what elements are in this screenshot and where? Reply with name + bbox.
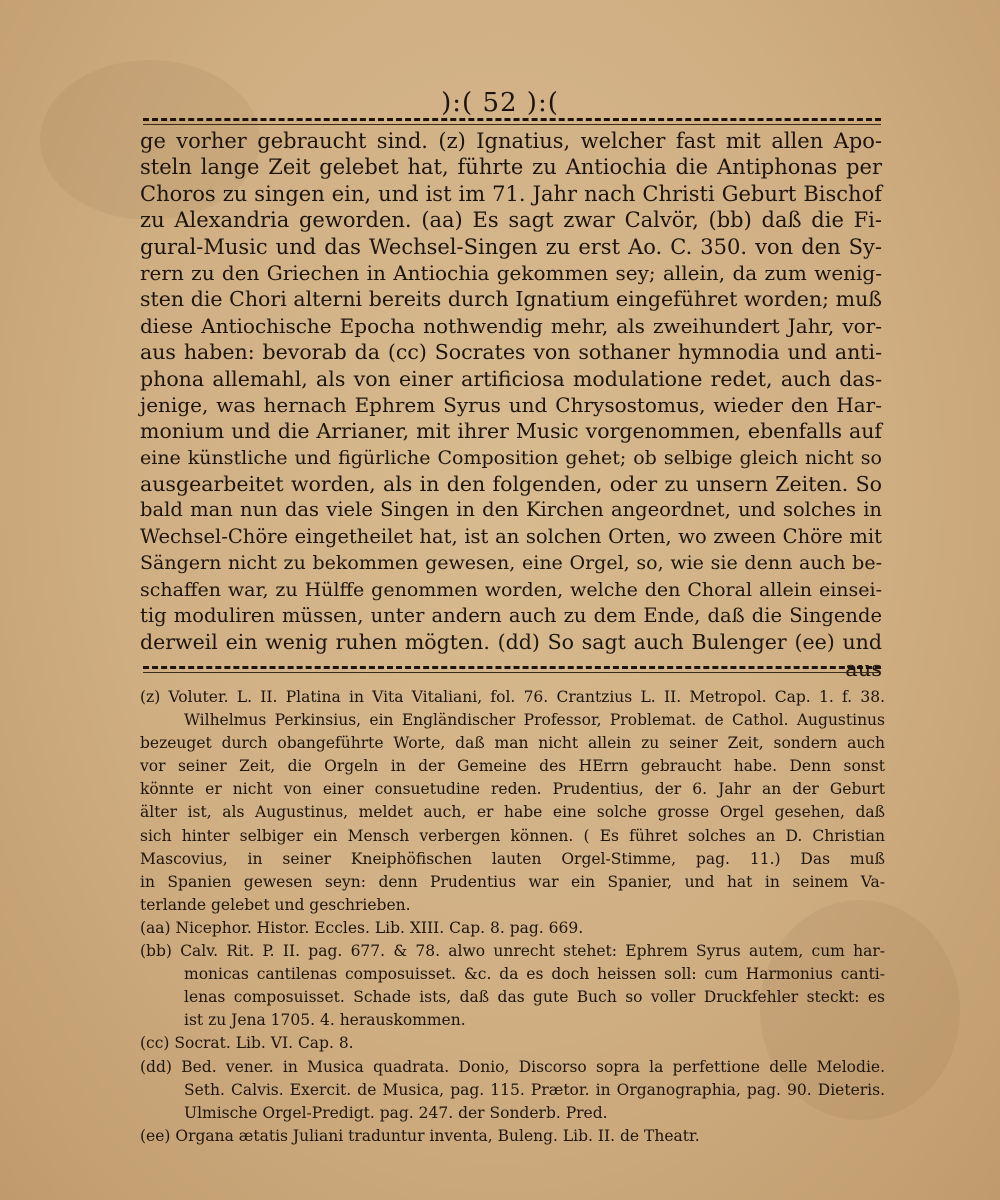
footnote-line: Wilhelmus Perkinsius, ein Engländischer Professor, Problemat. de Cathol. Augustinus — [184, 711, 885, 730]
text-line: Choros zu singen ein, und ist im 71. Jahr nach Christi Geburt Bischof — [140, 181, 882, 206]
footnote-line: monicas cantilenas composuisset. &c. da es doch heissen soll: cum Harmonius canti- — [184, 965, 885, 984]
footnote-line: terlande gelebet und geschrieben. — [140, 895, 411, 914]
footnote-line: könnte er nicht von einer consuetudine reden. Prudentius, der 6. Jahr an der Geburt — [140, 780, 885, 799]
text-line: zu Alexandria geworden. (aa) Es sagt zwar Calvör, (bb) daß die Fi- — [140, 208, 882, 233]
footnote-line: ist zu Jena 1705. 4. herauskommen. — [184, 1011, 466, 1030]
text-line: derweil ein wenig ruhen mögten. (dd) So sagt auch Bulenger (ee) und — [140, 630, 882, 655]
text-line: diese Antiochische Epocha nothwendig mehr, als zweihundert Jahr, vor- — [140, 313, 882, 338]
text-line: sten die Chori alterni bereits durch Ignatium eingeführet worden; muß — [140, 287, 882, 312]
text-line: ge vorher gebraucht sind. (z) Ignatius, welcher fast mit allen Apo- — [140, 129, 882, 153]
footnote-line: (dd) Bed. vener. in Musica quadrata. Donio, Discorso sopra la perfettione delle Melodie. — [140, 1057, 885, 1076]
footnote-separator-thin — [143, 672, 881, 673]
text-line: Wechsel-Chöre eingetheilet hat, ist an solchen Orten, wo zween Chöre mit — [140, 524, 882, 548]
text-line: monium und die Arrianer, mit ihrer Music vorgenommen, ebenfalls auf — [140, 419, 882, 444]
header-rule — [143, 118, 881, 121]
footnote-line: (ee) Organa ætatis Juliani traduntur inventa, Buleng. Lib. II. de Theatr. — [140, 1126, 700, 1145]
text-line: eine künstliche und figürliche Composition gehet; ob selbige gleich nicht so — [140, 446, 882, 469]
text-line: phona allemahl, als von einer artificiosa modulatione redet, auch das- — [140, 366, 882, 391]
text-line: ausgearbeitet worden, als in den folgenden, oder zu unsern Zeiten. So — [140, 472, 882, 497]
footnote-line: vor seiner Zeit, die Orgeln in der Gemeine des HErrn gebraucht habe. Denn sonst — [140, 757, 885, 776]
main-text — [140, 128, 882, 682]
text-line: jenige, was hernach Ephrem Syrus und Chrysostomus, wieder den Har- — [140, 392, 882, 417]
footnote-line: bezeuget durch obangeführte Worte, daß man nicht allein zu seiner Zeit, sondern auch — [140, 734, 885, 753]
footnote-line: (z) Voluter. L. II. Platina in Vita Vitaliani, fol. 76. Crantzius L. II. Metropol. Cap. 1. f. 38. — [140, 688, 885, 706]
footnote-line: sich hinter selbiger ein Mensch verbergen können. ( Es führet solches an D. Christian — [140, 826, 885, 845]
footnote-line: in Spanien gewesen seyn: denn Prudentius war ein Spanier, und hat in seinem Va- — [140, 872, 885, 891]
text-line: tig moduliren müssen, unter andern auch zu dem Ende, daß die Singende — [140, 604, 882, 628]
footnote-line: (bb) Calv. Rit. P. II. pag. 677. & 78. alwo unrecht stehet: Ephrem Syrus autem, cum har- — [140, 942, 885, 961]
catchword: aus — [845, 656, 882, 681]
footnote-line: (cc) Socrat. Lib. VI. Cap. 8. — [140, 1034, 354, 1053]
text-line: aus haben: bevorab da (cc) Socrates von sothaner hymnodia und anti- — [140, 340, 882, 365]
text-line: Sängern nicht zu bekommen gewesen, eine Orgel, so, wie sie denn auch be- — [140, 552, 882, 575]
text-line: bald man nun das viele Singen in den Kirchen angeordnet, und solches in — [140, 498, 882, 522]
footnote-line: (aa) Nicephor. Histor. Eccles. Lib. XIII. Cap. 8. pag. 669. — [140, 918, 584, 937]
footnote-line: älter ist, als Augustinus, meldet auch, er habe eine solche grosse Orgel gesehen, daß — [140, 803, 885, 822]
header-rule-thin — [143, 124, 881, 125]
footnote-line: Seth. Calvis. Exercit. de Musica, pag. 115. Prætor. in Organographia, pag. 90. Dieteris. — [184, 1080, 885, 1099]
text-line: schaffen war, zu Hülffe genommen worden, welche den Choral allein einsei- — [140, 578, 882, 601]
page-number: ):( 52 ):( — [441, 88, 559, 118]
text-line: steln lange Zeit gelebet hat, führte zu Antiochia die Antiphonas per — [140, 155, 882, 180]
footnote-line: Ulmische Orgel-Predigt. pag. 247. der Sonderb. Pred. — [184, 1103, 608, 1122]
footnotes — [140, 686, 885, 1148]
text-line: gural-Music und das Wechsel-Singen zu erst Ao. C. 350. von den Sy- — [140, 234, 882, 259]
footnote-line: lenas composuisset. Schade ists, daß das gute Buch so voller Druckfehler steckt: es — [184, 988, 885, 1007]
text-line: rern zu den Griechen in Antiochia gekommen sey; allein, da zum wenig- — [140, 260, 882, 285]
footnote-line: Mascovius, in seiner Kneiphöfischen lauten Orgel-Stimme, pag. 11.) Das muß — [140, 849, 885, 868]
footnote-separator — [143, 666, 881, 669]
